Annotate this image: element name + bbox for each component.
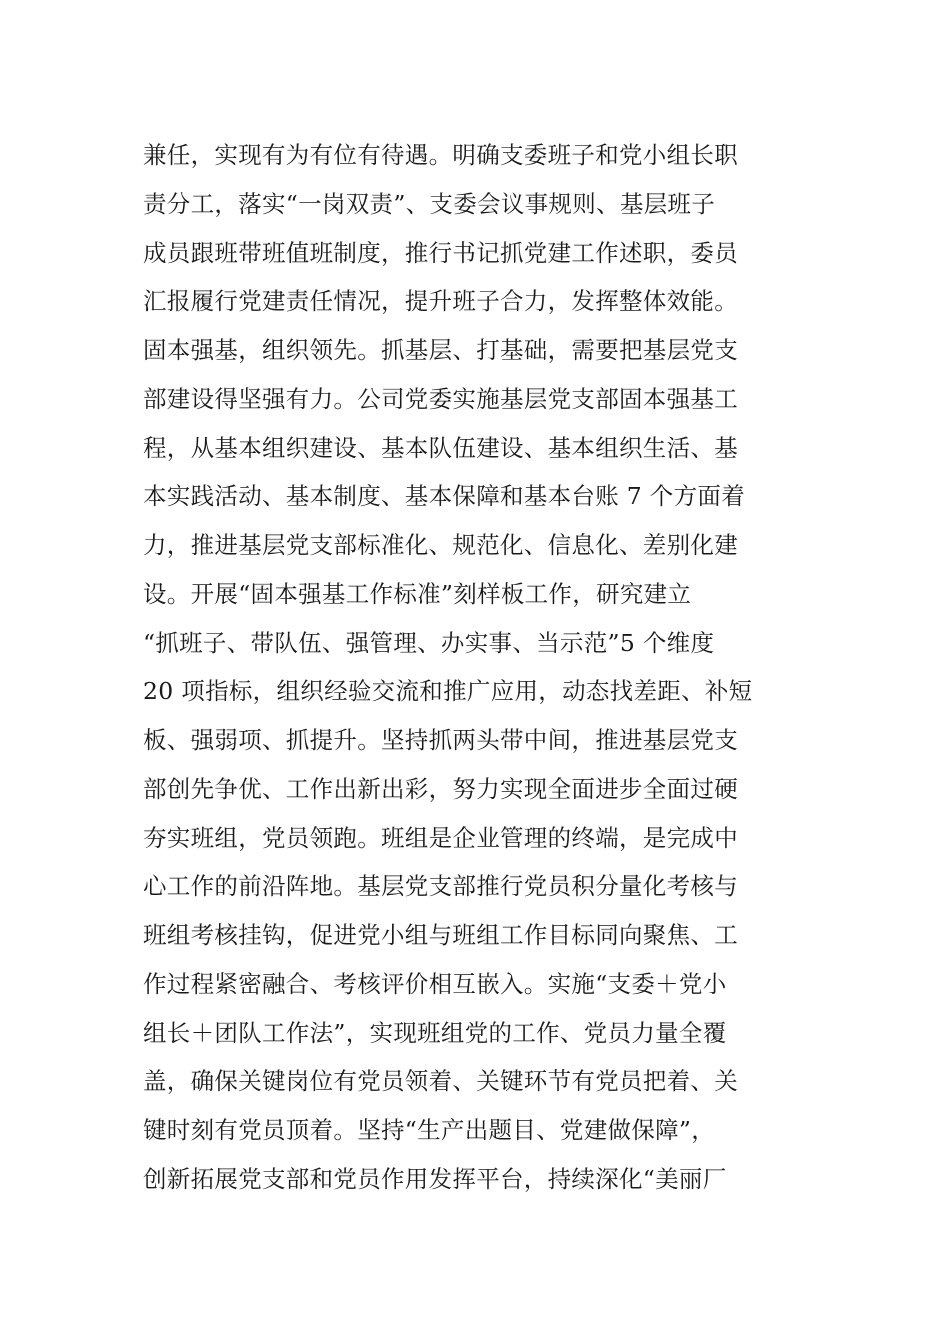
text-line-7: 程，从基本组织建设、基本队伍建设、基本组织生活、基 bbox=[143, 433, 738, 462]
text-line-5: 固本强基，组织领先。抓基层、打基础，需要把基层党支 bbox=[143, 336, 738, 364]
text-line-21: 键时刻有党员顶着。坚持“生产出题目、党建做保障”， bbox=[143, 1116, 716, 1144]
text-line-11: “抓班子、带队伍、强管理、办实事、当示范”5 个维度 bbox=[143, 628, 715, 657]
text-line-6: 部建设得坚强有力。公司党委实施基层党支部固本强基工 bbox=[143, 384, 738, 413]
text-line-19: 组长＋团队工作法”，实现班组党的工作、党员力量全覆 bbox=[143, 1018, 727, 1047]
text-line-3: 成员跟班带班值班制度，推行书记抓党建工作述职，委员 bbox=[143, 238, 738, 267]
text-line-4: 汇报履行党建责任情况，提升班子合力，发挥整体效能。 bbox=[143, 287, 738, 316]
text-line-22: 创新拓展党支部和党员作用发挥平台，持续深化“美丽厂 bbox=[143, 1164, 727, 1193]
text-line-18: 作过程紧密融合、考核评价相互嵌入。实施“支委＋党小 bbox=[143, 969, 727, 998]
text-line-16: 心工作的前沿阵地。基层党支部推行党员积分量化考核与 bbox=[143, 872, 738, 901]
text-line-17: 班组考核挂钩，促进党小组与班组工作目标同向聚焦、工 bbox=[143, 921, 738, 949]
text-line-12: 20 项指标，组织经验交流和推广应用，动态找差距、补短 bbox=[143, 677, 753, 706]
text-line-8: 本实践活动、基本制度、基本保障和基本台账 7 个方面着 bbox=[143, 482, 745, 511]
text-line-15: 夯实班组，党员领跑。班组是企业管理的终端，是完成中 bbox=[143, 823, 738, 852]
text-line-2: 责分工，落实“一岗双责”、支委会议事规则、基层班子 bbox=[143, 189, 716, 218]
text-line-1: 兼任，实现有为有位有待遇。明确支委班子和党小组长职 bbox=[143, 141, 738, 169]
body-text bbox=[143, 131, 823, 1204]
text-line-14: 部创先争优、工作出新出彩，努力实现全面进步全面过硬 bbox=[143, 774, 738, 803]
text-line-13: 板、强弱项、抓提升。坚持抓两头带中间，推进基层党支 bbox=[143, 726, 738, 754]
text-line-20: 盖，确保关键岗位有党员领着、关键环节有党员把着、关 bbox=[143, 1067, 738, 1096]
text-line-10: 设。开展“固本强基工作标准”刻样板工作，研究建立 bbox=[143, 579, 692, 608]
text-line-9: 力，推进基层党支部标准化、规范化、信息化、差别化建 bbox=[143, 531, 738, 559]
